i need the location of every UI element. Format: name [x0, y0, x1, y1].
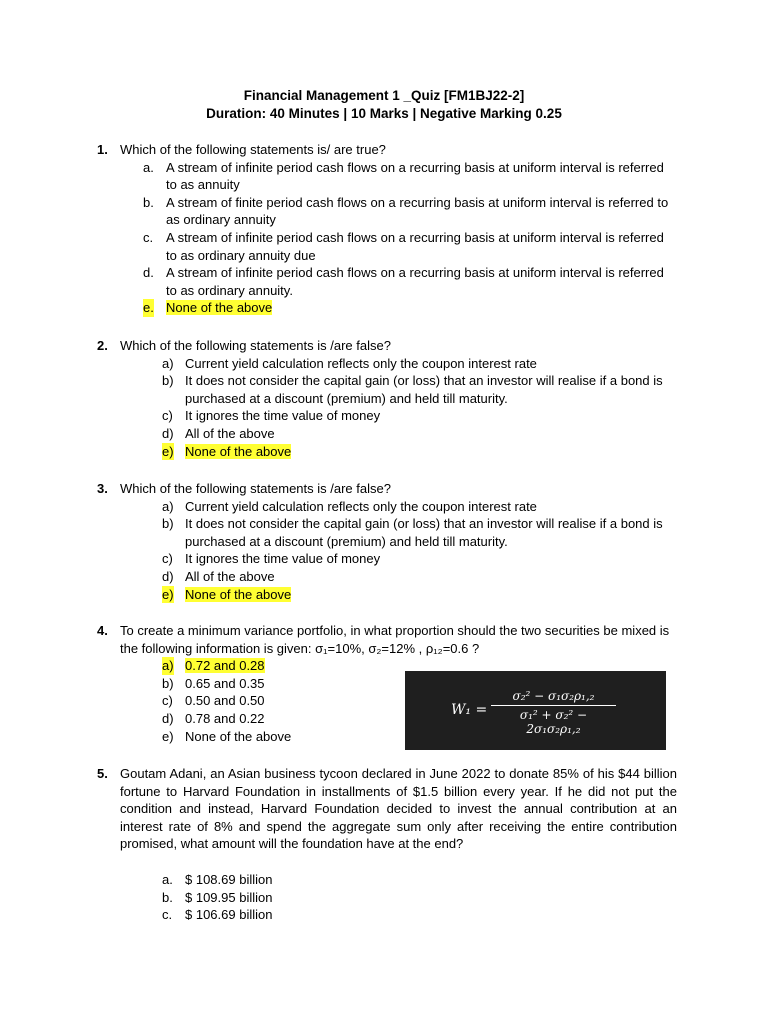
option-label: b.	[143, 194, 154, 210]
option-list	[97, 871, 677, 924]
option-text: A stream of infinite period cash flows on a recurring basis at uniform interval is referred to as ordinary annuity.	[166, 265, 664, 298]
question-number: 5.	[97, 766, 108, 781]
option-e-highlighted	[143, 299, 677, 317]
option-text: All of the above	[185, 568, 275, 584]
quiz-subtitle: Duration: 40 Minutes | 10 Marks | Negative Marking 0.25	[206, 106, 562, 121]
quiz-title: Financial Management 1 _Quiz [FM1BJ22-2]	[243, 88, 525, 103]
option-text: 0.78 and 0.22	[185, 710, 265, 726]
question-text: Which of the following statements is /are false?	[120, 338, 391, 353]
question-text: To create a minimum variance portfolio, in what proportion should the two securities be mixed is the following information is given: σ₁=10%, σ₂=12% , ρ₁₂=0.6 ?	[120, 623, 670, 656]
question-3	[97, 480, 677, 603]
option-c	[162, 407, 677, 425]
option-label: a)	[162, 355, 174, 371]
option-label: d.	[143, 265, 154, 281]
option-text: It does not consider the capital gain (or loss) that an investor will realise if a bond is purchased at a discount (premium) and held till maturity.	[185, 516, 663, 549]
option-a	[143, 159, 677, 194]
option-label: a.	[162, 871, 173, 887]
option-b	[162, 515, 677, 550]
option-label: b.	[162, 889, 173, 905]
option-text: None of the above	[185, 443, 292, 459]
option-text: Current yield calculation reflects only the coupon interest rate	[185, 498, 537, 514]
option-list	[97, 159, 677, 317]
question-text: Which of the following statements is /are false?	[120, 481, 391, 496]
option-text: None of the above	[185, 586, 292, 602]
option-c	[162, 906, 677, 924]
option-label: e)	[162, 586, 174, 602]
option-text: None of the above	[185, 728, 292, 744]
option-label: b)	[162, 373, 174, 389]
option-label: d)	[162, 425, 174, 441]
option-c	[143, 229, 677, 264]
option-text: All of the above	[185, 425, 275, 441]
question-5	[97, 765, 677, 924]
option-b	[162, 372, 677, 407]
formula-denominator: σ₁² + σ₂² − 2σ₁σ₂ρ₁,₂	[519, 708, 588, 736]
option-label: c.	[162, 907, 173, 923]
option-label: d)	[162, 568, 174, 584]
option-label: c)	[162, 693, 173, 709]
option-list	[97, 498, 677, 604]
option-label: d)	[162, 710, 174, 726]
option-text: 0.65 and 0.35	[185, 675, 265, 691]
question-1	[97, 141, 677, 317]
option-list	[97, 355, 677, 461]
question-text: Which of the following statements is/ are true?	[120, 142, 386, 157]
option-label: a)	[162, 498, 174, 514]
option-c	[162, 550, 677, 568]
option-d	[143, 264, 677, 299]
question-number: 1.	[97, 142, 108, 157]
question-number: 2.	[97, 338, 108, 353]
option-text: $ 106.69 billion	[185, 907, 273, 923]
option-a	[162, 498, 677, 516]
option-text: 0.50 and 0.50	[185, 693, 265, 709]
option-a	[162, 355, 677, 373]
option-label: e.	[143, 300, 154, 316]
option-text: $ 109.95 billion	[185, 889, 273, 905]
option-label: e)	[162, 443, 174, 459]
option-label: c)	[162, 408, 173, 424]
formula-fraction	[491, 689, 616, 736]
option-text: It ignores the time value of money	[185, 408, 381, 424]
option-label: a.	[143, 159, 154, 175]
question-text: Goutam Adani, an Asian business tycoon declared in June 2022 to donate 85% of his $44 billion fortune to Harvard Foundation in installments of $1.5 billion every year. If he did not put the condition and instead, Harvard Foundation decided to invest the annual contribution at an interest rate of 8% and spend the aggregate sum only after receiving the entire contribution promised, what amount will the foundation have at the end?	[120, 766, 677, 852]
option-e-highlighted	[162, 586, 677, 604]
option-b	[143, 194, 677, 229]
option-d	[162, 568, 677, 586]
option-text: It does not consider the capital gain (or loss) that an investor will realise if a bond is purchased at a discount (premium) and held till maturity.	[185, 373, 663, 406]
option-label: b)	[162, 516, 174, 532]
question-number: 4.	[97, 623, 108, 638]
option-e-highlighted	[162, 443, 677, 461]
option-label: b)	[162, 675, 174, 691]
option-b	[162, 889, 677, 907]
option-d	[162, 425, 677, 443]
option-text: 0.72 and 0.28	[185, 658, 265, 674]
question-2	[97, 337, 677, 460]
option-label: e)	[162, 728, 174, 744]
option-a	[162, 871, 677, 889]
option-label: c)	[162, 551, 173, 567]
option-text: A stream of finite period cash flows on a recurring basis at uniform interval is referred to as ordinary annuity	[166, 194, 669, 228]
option-text: A stream of infinite period cash flows on a recurring basis at uniform interval is referred to as annuity	[166, 159, 664, 193]
option-label: a)	[162, 658, 174, 674]
option-text: It ignores the time value of money	[185, 551, 381, 567]
option-label: c.	[143, 229, 154, 245]
option-text: A stream of infinite period cash flows on a recurring basis at uniform interval is referred to as ordinary annuity due	[166, 229, 664, 263]
formula-lhs: W₁ =	[451, 702, 488, 718]
option-text: $ 108.69 billion	[185, 871, 273, 887]
question-number: 3.	[97, 481, 108, 496]
formula-box	[405, 671, 666, 750]
option-text: Current yield calculation reflects only the coupon interest rate	[185, 355, 537, 371]
formula-numerator: σ₂² − σ₁σ₂ρ₁,₂	[512, 689, 595, 703]
option-text: None of the above	[166, 300, 273, 316]
